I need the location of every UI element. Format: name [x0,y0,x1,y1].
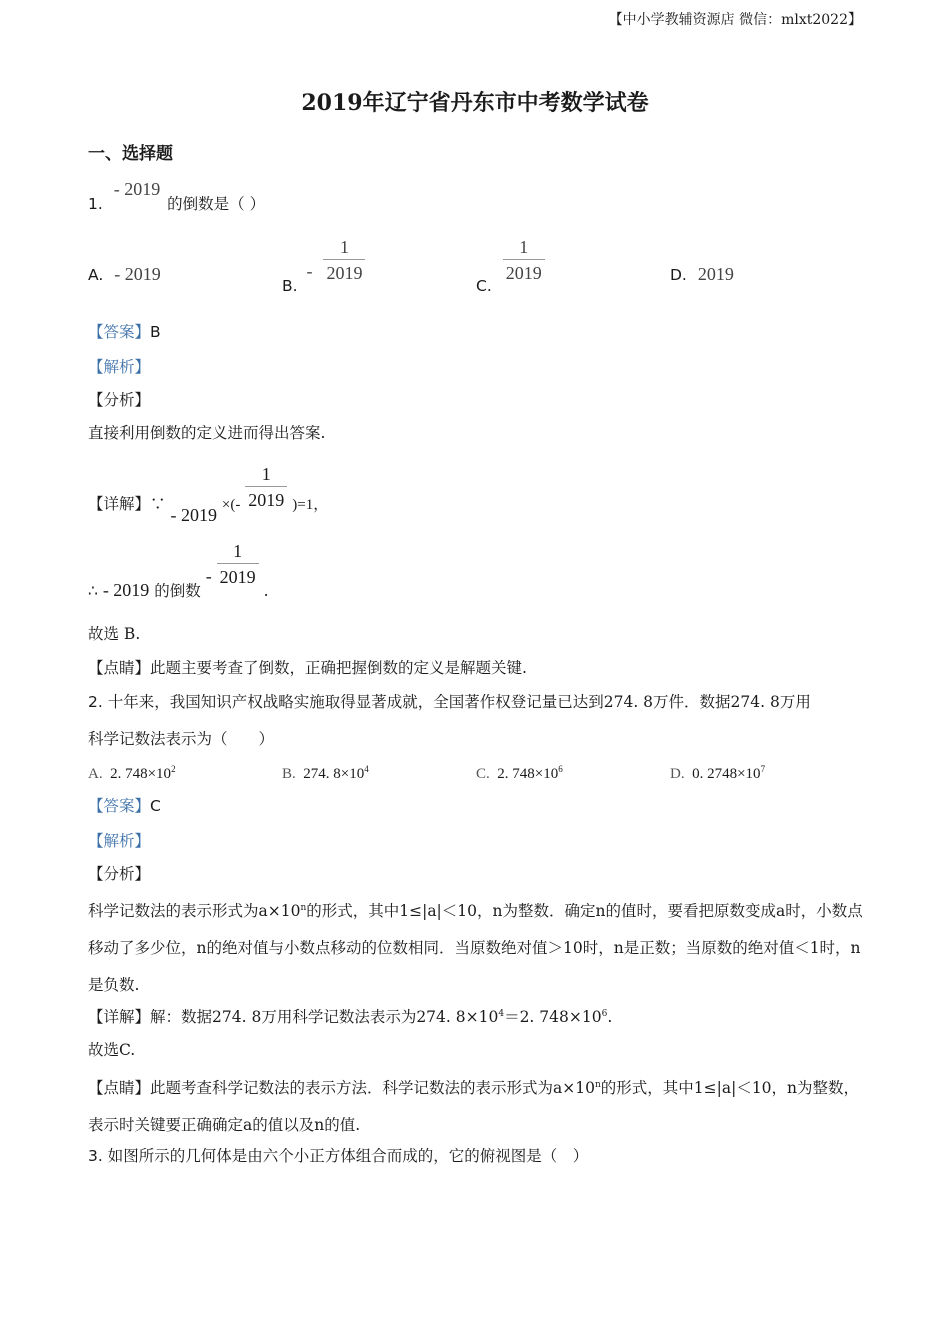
dianjing-text: 此题主要考查了倒数，正确把握倒数的定义是解题关键. [150,659,527,677]
answer-tag: 【答案】 [88,323,151,341]
fraction-denominator: 2019 [217,563,259,586]
q1-fenxi-text: 直接利用倒数的定义进而得出答案. [88,424,326,442]
fraction [217,542,259,586]
answer-tag: 【答案】 [88,797,151,815]
q1-stem-math: - 2019 [113,179,161,199]
detail-part: ＝2. 748×10 [504,1008,602,1026]
fraction [245,465,287,509]
detail-exponent: 6 [601,1009,608,1019]
detail-part: 解：数据274. 8万用科学记数法表示为274. 8×10 [150,1008,499,1026]
detail-tag: 【详解】 [88,495,151,513]
option-exponent: 2 [171,764,176,774]
q2-option-b [282,765,369,782]
q2-stem-line2: 科学记数法表示为（ ） [88,730,275,748]
q1-choose: 故选 B. [88,625,141,643]
math-operator: ×(- [221,497,241,513]
question-1 [88,179,266,213]
math-end: )=1， [292,497,329,513]
question-3 [88,1149,588,1165]
fraction-denominator: 2019 [245,486,287,509]
dianjing-tag: 【点睛】 [88,659,151,677]
q1-fenxi-tag: 【分析】 [88,391,151,409]
option-value: 2019 [697,264,734,284]
q1-option-a [88,265,161,284]
fraction-numerator: 1 [261,464,271,484]
dianjing-part: 的形式，其中1≤|a|＜10，n为整数，表示时关键要正确确定a的值以及n的值. [88,1079,860,1134]
fraction [503,238,545,282]
q2-option-a [88,765,176,782]
detail-exponent: 4 [498,1009,505,1019]
detail-part: . [607,1008,613,1026]
option-label: B. [282,766,296,782]
q2-fenxi-tag: 【分析】 [88,865,151,883]
q1-stem-text: 的倒数是（ ） [167,195,266,213]
fraction-numerator: 1 [339,237,349,257]
option-label: D. [670,266,687,284]
fraction-numerator: 1 [233,541,243,561]
q1-option-d [670,265,734,284]
q2-detail [88,1010,612,1026]
q1-answer [88,325,161,341]
q1-detail [88,464,329,525]
because-symbol: ∵ [150,495,166,513]
q1-analysis-tag: 【解析】 [88,358,151,376]
option-value: 0. 2748×10 [692,766,761,782]
option-label: C. [476,766,490,782]
fraction-denominator: 2019 [503,259,545,282]
therefore-symbol: ∴ [88,582,98,600]
fraction-denominator: 2019 [323,259,365,282]
q2-option-c [476,765,563,782]
answer-value: C [150,797,161,815]
option-label: D. [670,766,685,782]
option-value: 274. 8×10 [303,766,365,782]
q2-dianjing [88,1067,866,1144]
option-sign: - [306,261,313,281]
dianjing-tag: 【点睛】 [88,1079,151,1097]
question-number: 2. [88,693,103,711]
fenxi-part: 科学记数法的表示形式为a×10 [88,902,301,920]
fenxi-part: 的形式，其中1≤|a|＜10，n为整数．确定n的值时，要看把原数变成a时，小数点移动了多少位，n的绝对值与小数点移动的位数相同．当原数绝对值＞10时，n是正数；当原数的绝对值＜1时，n是负数. [88,902,863,994]
answer-value: B [150,323,161,341]
header-note: 【中小学教辅资源店 微信：mlxt2022】 [608,12,862,28]
detail-tag: 【详解】 [88,1008,151,1026]
option-label: B. [282,277,298,295]
q1-option-b [282,237,365,295]
option-value: 2. 748×10 [497,766,559,782]
math-value: - 2019 [102,580,150,600]
option-value: 2. 748×10 [110,766,172,782]
option-label: A. [88,766,103,782]
q2-analysis-tag: 【解析】 [88,832,151,850]
page-title: 2019年辽宁省丹东市中考数学试卷 [301,90,649,116]
dianjing-part: 此题考查科学记数法的表示方法．科学记数法的表示形式为a×10 [150,1079,595,1097]
section-title: 一、选择题 [88,144,173,164]
q1-dianjing [88,661,527,677]
math-end: . [263,582,269,600]
question-number: 3. [88,1147,103,1165]
q3-stem: 如图所示的几何体是由六个小正方体组合而成的，它的俯视图是（ ） [107,1147,589,1165]
q2-fenxi-text [88,890,866,1004]
option-label: A. [88,266,104,284]
q2-option-d [670,765,765,782]
option-exponent: 4 [364,764,369,774]
question-number: 1. [88,195,103,213]
option-exponent: 7 [760,764,766,774]
q2-answer [88,799,161,815]
math-value: - 2019 [170,505,217,525]
option-value: - 2019 [114,264,161,284]
fenxi-exponent: n [300,903,307,913]
q2-stem-line1: 十年来，我国知识产权战略实施取得显著成就，全国著作权登记量已达到274. 8万件．数据274. 8万用 [107,693,811,711]
math-sign: - [205,566,212,586]
fraction [323,238,365,282]
dianjing-exponent: n [594,1080,601,1090]
option-exponent: 6 [558,764,563,774]
q2-choose: 故选C. [88,1041,136,1059]
q1-therefore [88,541,269,600]
therefore-text: 的倒数 [154,582,201,600]
question-2 [88,695,811,711]
q1-option-c [476,237,545,295]
option-label: C. [476,277,492,295]
fraction-numerator: 1 [519,237,529,257]
